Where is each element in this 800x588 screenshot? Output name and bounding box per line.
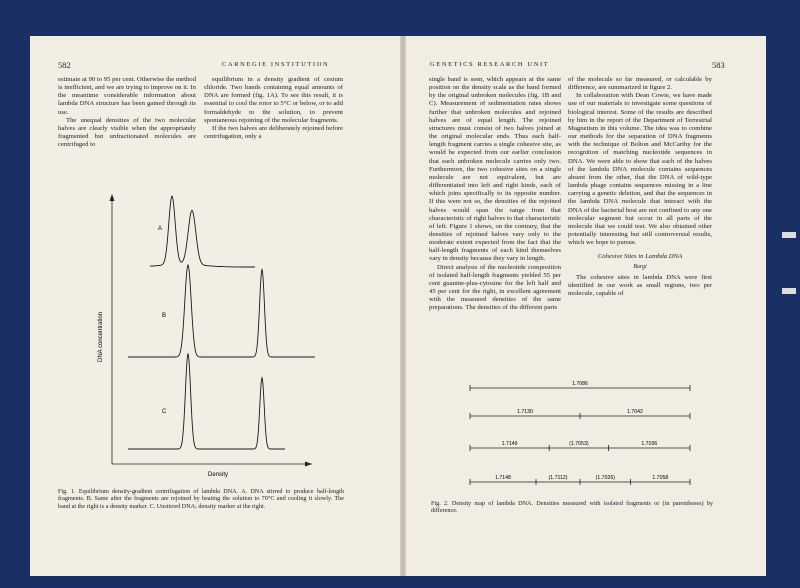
right-column-1 [429,76,561,313]
figure-2-caption [431,500,713,515]
series-line-a [150,196,255,267]
y-axis-arrow [110,194,115,201]
figure-2-density-map [452,374,712,492]
author-name: Burgi [633,264,647,271]
paragraph: estimate at 90 to 95 per cent. Otherwise the method is inefficient, and we are trying to improve on it. In the meantime considerable information about lambda DNA structure has been gained through its use. [58,76,196,116]
right-column-2 [568,76,712,298]
paragraph: If the two halves are deliberately rejoined before centrifugation, only a [204,124,343,141]
segment-density-label: 1.7148 [495,475,511,481]
page-number-left: 582 [58,60,71,70]
series-label-c: C [162,409,167,415]
paragraph: The unequal densities of the two molecular halves are clearly visible when the appropriately fragmented but unfractionated molecules are centrifuged to [58,116,196,149]
paragraph: Direct analysis of the nucleotide composition of isolated half-length fragments yielded 55 per cent guanine-plus-cytosine for the left half and 45 per cent for the right, in excellent agreement with the measured densities of the same preparations. The densities of the different parts [429,263,561,312]
segment-density-label: 1.7149 [501,441,518,447]
caption-text: Fig. 2. Density map of lambda DNA. Densities measured with isolated fragments or (in parentheses) by difference. [431,500,713,515]
figure-1-chart [90,192,330,482]
running-head-left: CARNEGIE INSTITUTION [222,61,330,68]
segment-density-label: (1.7053) [569,441,589,447]
segment-density-label: 1.7086 [572,381,588,387]
x-axis-arrow [305,462,312,467]
left-column-1 [58,76,196,149]
paragraph: The cohesive sites in lambda DNA were first identified in our work as small regions, two per molecule, capable of [568,273,712,297]
calibration-mark [782,288,796,294]
segment-density-label: (1.7026) [595,475,615,481]
figure-1-caption [58,488,344,510]
series-label-a: A [158,226,163,232]
paragraph: of the molecule so far measured, or calculable by difference, are summarized in figure 2. [568,76,712,92]
calibration-mark [782,232,796,238]
book-gutter [400,36,406,576]
page-number-right: 583 [712,60,725,70]
x-axis-label: Density [207,472,229,478]
paragraph: single band is seen, which appears at the same position on the density scale as the band formed by the original unbroken molecules (fig. 1B and C). Measurement of sedimentation rates shows further that unbroken molecules and rejoined halves are of equal length. The rejoined structures must consist of two halves joined at the original molecular ends. Thus each half-length fragment carries a single cohesive site, as would be expected from our earlier conclusion that each unbroken molecule carries only two. Furthermore, the two cohesive sites on a single molecule are not equivalent, but are differentiated into left and right kinds, each of which joins specifically to its opposite number. If this were not so, the densities of the rejoined halves would span the range from that characteristic of right halves to that characteristic of left. Figure 1 shows, on the contrary, that the densities of rejoined halves vary only to the moderate extent expected from the fact that the half-length fragments of each kind themselves vary in density because they vary in length. [429,76,561,263]
segment-density-label: 1.7058 [652,475,669,481]
section-heading: Cohesive Sites in Lambda DNA [597,253,683,261]
segment-density-label: (1.7112) [548,475,568,481]
series-label-b: B [162,313,167,319]
y-axis-label: DNA concentration [98,311,104,363]
caption-text: Fig. 1. Equilibrium density-gradient centrifugation of lambda DNA. A. DNA stirred to produce half-length fragments. B. Same after the fragments are rejoined by heating the solution to 70°C and cooling it slowly. The band at the right is a density marker. C. Unstirred DNA; density marker at the right. [58,488,344,510]
series-line-b [128,265,315,357]
series-line-c [128,354,285,449]
paragraph: equilibrium in a density gradient of cesium chloride. Two bands containing equal amounts of DNA are formed (fig. 1A). To see this result, it is essential to cool the rotor to 5°C or below, or to add formaldehyde to the solution, to prevent spontaneous rejoining of the molecular fragments. [204,76,343,124]
segment-density-label: 1.7036 [641,441,658,447]
segment-density-label: 1.7130 [517,409,533,415]
running-head-right: GENETICS RESEARCH UNIT [430,61,550,68]
left-column-2 [204,76,343,141]
segment-density-label: 1.7042 [627,409,643,415]
paragraph: In collaboration with Dean Cowie, we have made use of our materials to investigate some questions of biological interest. Some of the results are described by him in the report of the Department of Terrestrial Magnetism in this volume. The idea was to combine our methods for the separation of DNA fragments with the technique of Bolton and McCarthy for the recognition of matching nucleotide sequences in DNA. We were able to show that each of the halves of the lambda DNA molecule contains sequences absent from the other, that the DNA of wild-type lambda phage contains sequences missing in a line carrying a genetic deletion, and that the sequences in the lambda DNA molecule that interact with the DNA of the bacterial host are not confined to any one molecular segment but occur in all parts of the molecule that we could test. We also obtained other potentially interesting but still controversial results, which we hope to pursue. [568,92,712,247]
